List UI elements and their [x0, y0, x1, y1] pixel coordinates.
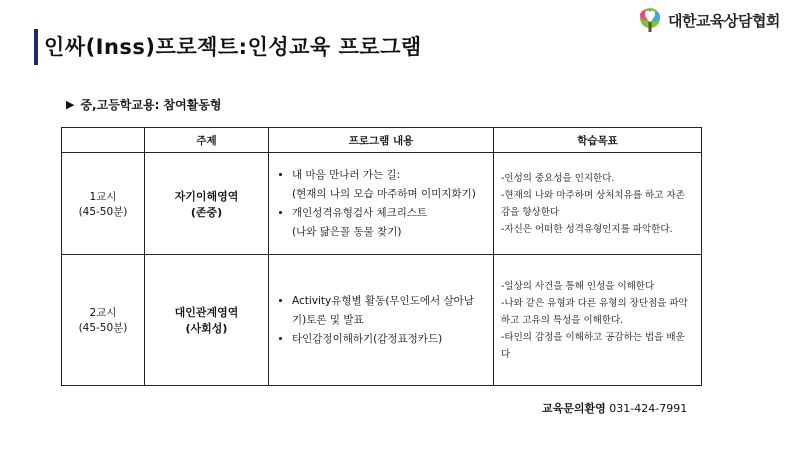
goal-line: 하고 고유의 특성을 이해한다. [501, 314, 624, 326]
logo-text: 대한교육상담협회 [668, 11, 780, 30]
content-line-cont: (현재의 나의 모습 마주하며 이미지화기) [292, 187, 476, 200]
content-item [292, 204, 492, 242]
program-table [61, 127, 702, 386]
goal-line: -일상의 사건을 통해 인성을 이해한다 [501, 280, 655, 292]
content-line: 내 마음 만나러 가는 길: [292, 168, 401, 181]
content-line-cont: 기)토론 및 발표 [292, 313, 364, 326]
goal-line: 감을 향상한다 [501, 206, 560, 218]
table-row [62, 255, 702, 386]
session-duration: (45-50분) [78, 205, 128, 218]
content-item [292, 330, 492, 349]
content-cell [269, 255, 494, 386]
topic-sub: (사회성) [185, 322, 228, 335]
content-line: 개인성격유형검사 체크리스트 [292, 206, 428, 219]
session-cell [62, 153, 145, 255]
goal-line: -타인의 감정을 이해하고 공감하는 법을 배운 [501, 331, 685, 343]
tree-logo-icon [636, 6, 664, 34]
goals-cell [494, 255, 702, 386]
topic-cell [145, 153, 269, 255]
header-topic: 주제 [145, 128, 269, 153]
page-title: 인싸(Inss)프로젝트:인성교육 프로그램 [44, 35, 422, 59]
goal-line: 다 [501, 348, 511, 360]
topic-cell [145, 255, 269, 386]
content-item [292, 166, 492, 204]
content-item [292, 292, 492, 330]
content-line: Activity유형별 활동(무인도에서 살아남 [292, 294, 474, 307]
topic-sub: (존중) [190, 205, 223, 219]
session-label: 1교시 [89, 190, 117, 203]
content-cell [269, 153, 494, 255]
association-logo [636, 6, 780, 34]
goal-line: -현재의 나와 마주하며 상처치유를 하고 자존 [501, 189, 685, 201]
session-duration: (45-50분) [78, 322, 128, 334]
subtitle [66, 96, 222, 113]
header-content: 프로그램 내용 [269, 128, 494, 153]
table-header-row [62, 128, 702, 153]
contact-label: 교육문의환영 [542, 402, 606, 415]
title-accent-bar [34, 29, 38, 65]
goal-line: -자신은 어떠한 성격유형인지를 파악한다. [501, 223, 673, 235]
session-cell [62, 255, 145, 386]
goal-line: -나와 같은 유형과 다른 유형의 장단점을 파악 [501, 297, 688, 309]
arrow-bullet-icon: ▶ [66, 98, 75, 111]
content-line-cont: (나와 닮은꼴 동물 찾기) [292, 225, 402, 238]
topic-label: 자기이해영역 [174, 189, 239, 203]
topic-label: 대인관계영역 [174, 306, 239, 319]
header-goals: 학습목표 [494, 128, 702, 153]
table-row [62, 153, 702, 255]
session-label: 2교시 [89, 307, 117, 319]
goal-line: -인성의 중요성을 인지한다. [501, 172, 615, 184]
contact-phone: 031-424-7991 [609, 402, 688, 415]
subtitle-text: 중,고등학교용: 참여활동형 [80, 98, 222, 112]
goals-cell [494, 153, 702, 255]
header-empty [62, 128, 145, 153]
contact-info [542, 400, 687, 416]
content-line: 타인감정이해하기(감정표정카드) [292, 332, 443, 345]
